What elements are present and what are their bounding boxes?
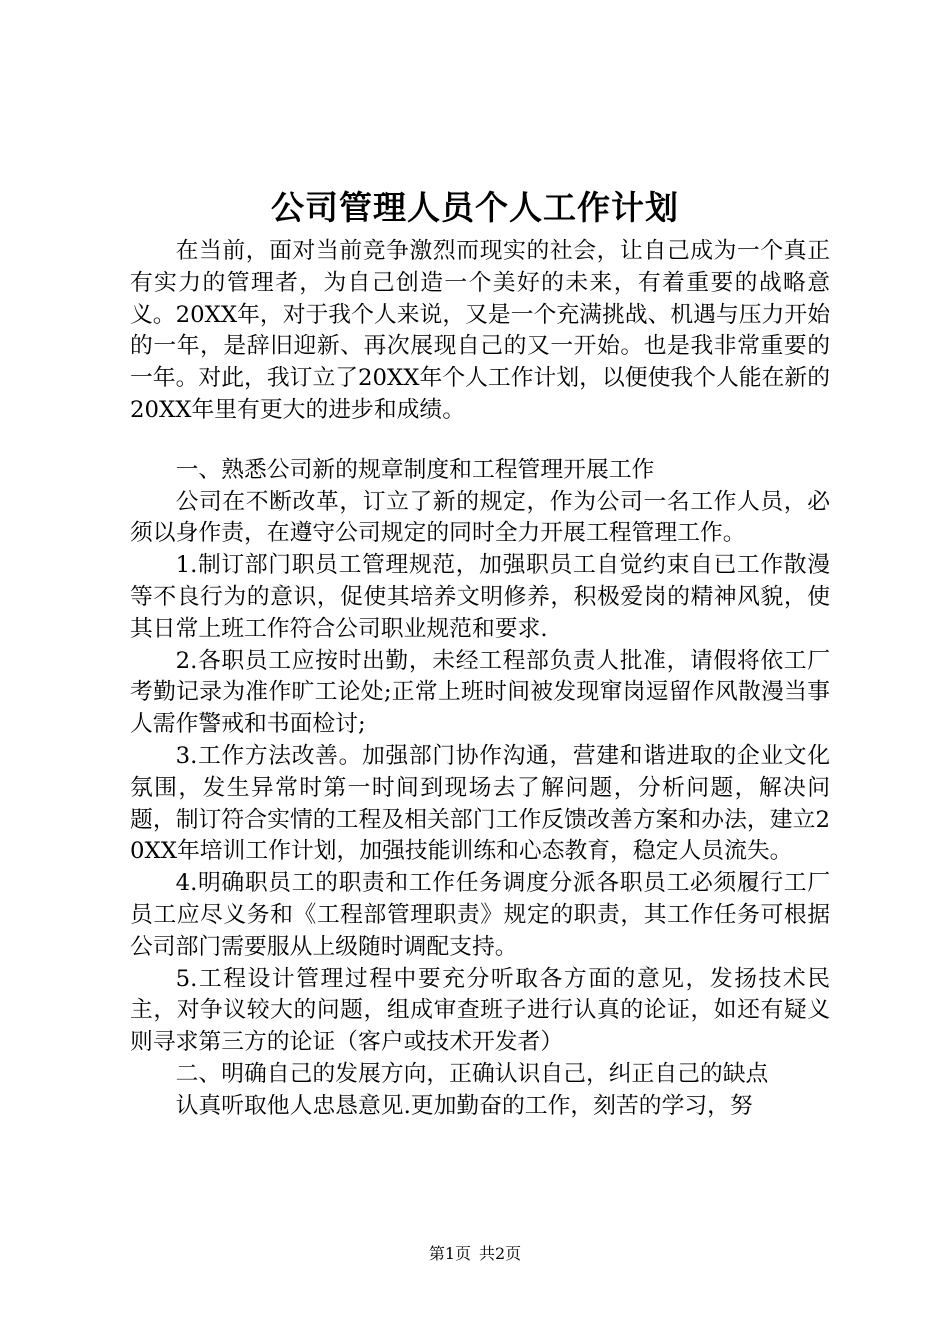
page-footer — [0, 1244, 950, 1264]
page-number-current: 第1页 — [428, 1244, 471, 1263]
section2-heading: 二、明确自己的发展方向，正确认识自己，纠正自己的缺点 — [175, 1060, 769, 1087]
document-title: 公司管理人员个人工作计划 — [271, 188, 679, 227]
paragraph-spacer — [130, 427, 830, 455]
section1-intro: 公司在不断改革，订立了新的规定，作为公司一名工作人员，必须以身作责，在遵守公司规定的同时全力开展工程管理工作。 — [130, 488, 830, 547]
list-item-4: 4.明确职员工的职责和工作任务调度分派各职员工必须履行工厂员工应尽义务和《工程部管理职责》规定的职责，其工作任务可根据公司部门需要服从上级随时调配支持。 — [130, 870, 830, 960]
page-number-total: 共2页 — [479, 1244, 522, 1263]
intro-paragraph: 在当前，面对当前竞争激烈而现实的社会，让自己成为一个真正有实力的管理者，为自己创造一个美好的未来，有着重要的战略意义。20XX年，对于我个人来说，又是一个充满挑战、机遇与压力开始的一年，是辞旧迎新、再次展现自己的又一开始。也是我非常重要的一年。对此，我订立了20XX年个人工作计划，以便使我个人能在新的20XX年里有更大的进步和成绩。 — [130, 238, 830, 423]
list-item-2: 2.各职员工应按时出勤，未经工程部负责人批准，请假将依工厂考勤记录为准作旷工论处;正常上班时间被发现窜岗逗留作风散漫当事人需作警戒和书面检讨; — [130, 647, 830, 738]
list-item-5: 5.工程设计管理过程中要充分听取各方面的意见，发扬技术民主，对争议较大的问题，组成审查班子进行认真的论证，如还有疑义则寻求第三方的论证（客户或技术开发者） — [130, 965, 830, 1056]
document-body — [130, 236, 830, 1123]
section1-heading: 一、熟悉公司新的规章制度和工程管理开展工作 — [175, 456, 655, 483]
list-item-1: 1.制订部门职员工管理规范，加强职员工自觉约束自已工作散漫等不良行为的意识，促使其培养文明修养，积极爱岗的精神风貌，使其日常上班工作符合公司职业规范和要求. — [130, 552, 830, 642]
list-item-3: 3.工作方法改善。加强部门协作沟通，营建和谐进取的企业文化氛围，发生异常时第一时间到现场去了解问题，分析问题，解决问题，制订符合实情的工程及相关部门工作反馈改善方案和办法，建立20XX年培训工作计划，加强技能训练和心态教育，稳定人员流失。 — [130, 742, 830, 865]
section2-text: 认真听取他人忠恳意见.更加勤奋的工作，刻苦的学习，努 — [175, 1092, 753, 1119]
